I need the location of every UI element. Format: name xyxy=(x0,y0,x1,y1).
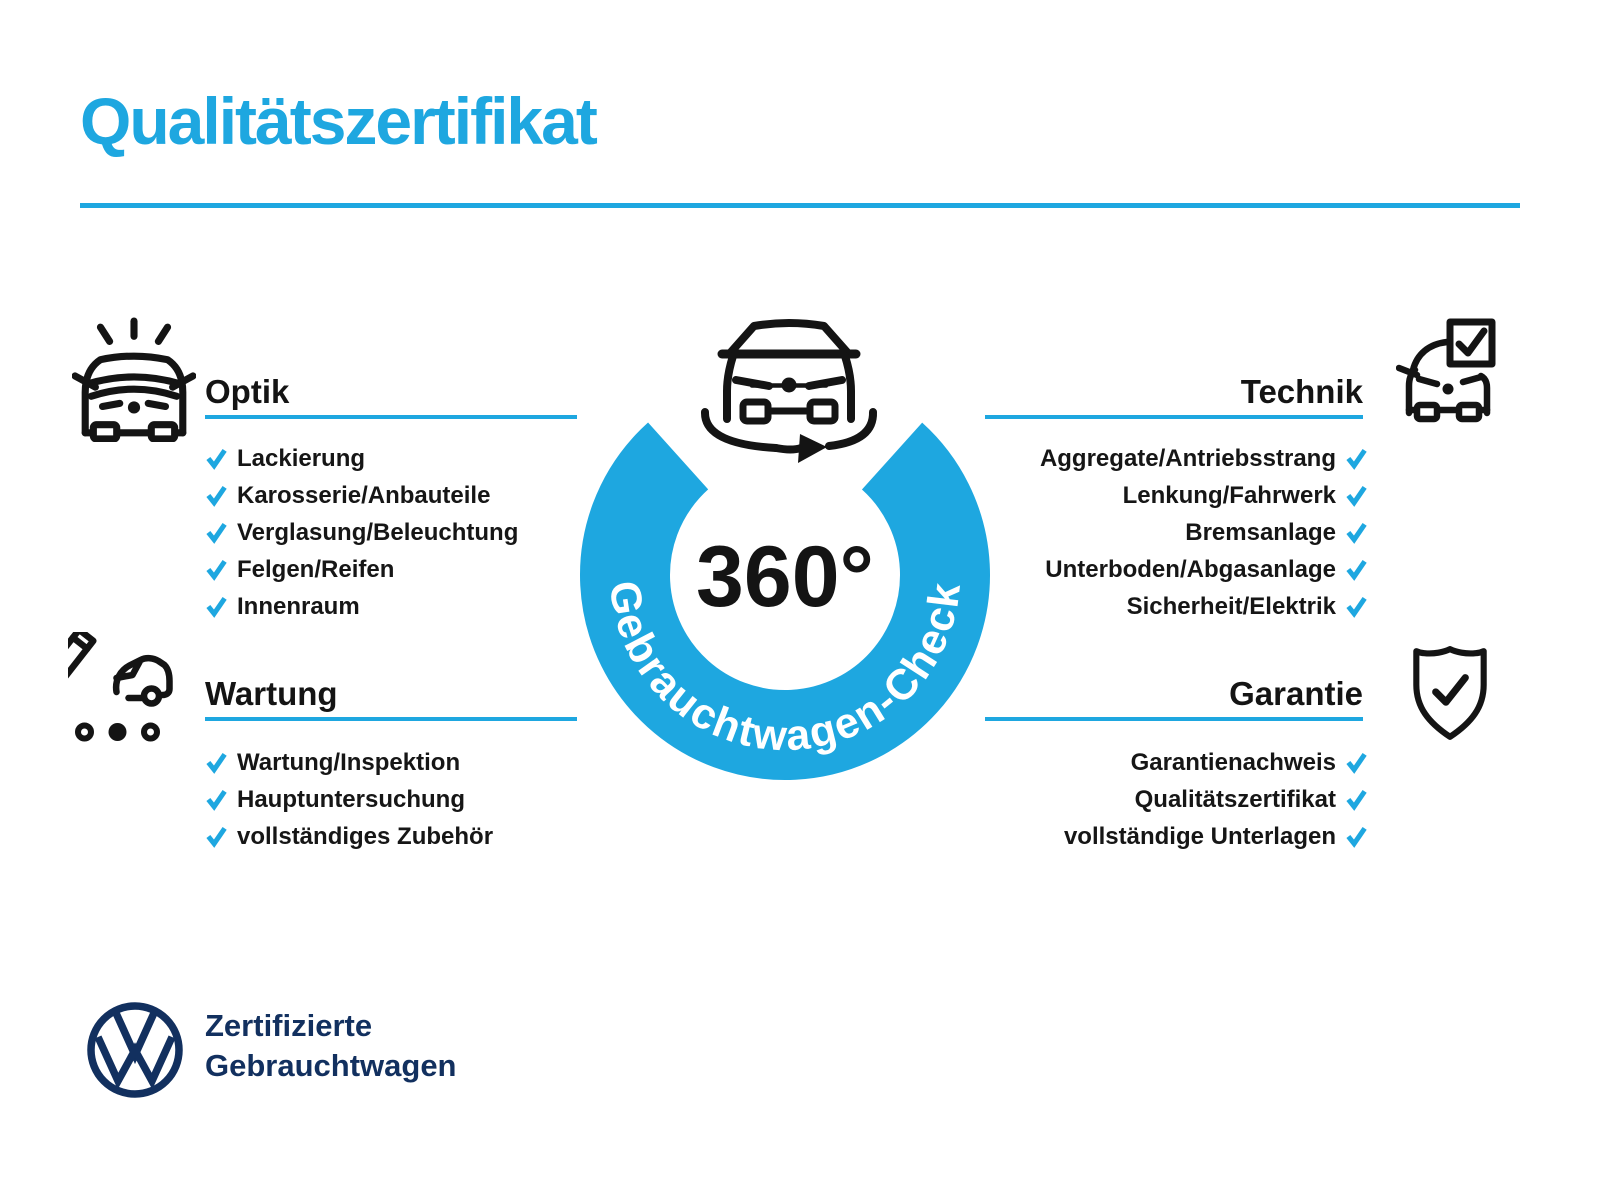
check-icon xyxy=(205,447,228,470)
check-icon xyxy=(205,825,228,848)
check-item xyxy=(205,440,585,477)
section-title-wartung: Wartung xyxy=(205,675,338,712)
check-icon xyxy=(1345,595,1368,618)
check-item xyxy=(205,514,585,551)
check-item xyxy=(980,477,1368,514)
check-item-label: Verglasung/Beleuchtung xyxy=(237,518,519,546)
dot xyxy=(109,723,127,741)
check-icon xyxy=(1345,447,1368,470)
footer-claim-line2: Gebrauchtwagen xyxy=(205,1048,457,1083)
check-icon xyxy=(205,484,228,507)
vw-logo xyxy=(85,1000,185,1100)
shiny-car-icon xyxy=(72,316,196,442)
check-item-label: Innenraum xyxy=(237,592,360,620)
check-icon xyxy=(1345,521,1368,544)
check-item xyxy=(980,551,1368,588)
ring-label: Gebrauchtwagen-Check xyxy=(599,577,971,761)
check-icon xyxy=(205,751,228,774)
section-underline-optik xyxy=(205,415,577,419)
check-item xyxy=(980,588,1368,625)
check-icon xyxy=(1345,751,1368,774)
check-item-label: vollständige Unterlagen xyxy=(1063,822,1336,850)
check-item-label: Sicherheit/Elektrik xyxy=(1126,592,1336,620)
check-item xyxy=(980,818,1368,855)
garantie-checklist xyxy=(980,744,1368,855)
check-item xyxy=(205,588,585,625)
check-item-label: Felgen/Reifen xyxy=(237,555,395,583)
car-rotation-icon xyxy=(705,323,873,463)
check-item xyxy=(205,744,585,781)
degrees-label: 360° xyxy=(696,529,874,625)
check-item xyxy=(205,781,585,818)
header-divider xyxy=(80,203,1520,208)
check-icon xyxy=(205,558,228,581)
check-item-label: Qualitätszertifikat xyxy=(1134,785,1336,813)
check-icon xyxy=(1345,825,1368,848)
check-item xyxy=(980,514,1368,551)
check-item xyxy=(980,440,1368,477)
check-item xyxy=(205,818,585,855)
section-title-technik: Technik xyxy=(1240,373,1363,410)
pencil-car-icon xyxy=(68,632,174,744)
vw-emblem-dot xyxy=(128,401,140,413)
footer-claim-line1: Zertifizierte xyxy=(205,1008,373,1043)
check-item-label: Hauptuntersuchung xyxy=(237,785,465,813)
check-icon xyxy=(1345,558,1368,581)
check-item xyxy=(980,744,1368,781)
check-item-label: Aggregate/Antriebsstrang xyxy=(1039,444,1336,472)
wartung-checklist xyxy=(205,744,585,855)
check-item-label: Bremsanlage xyxy=(1185,518,1336,546)
page-title: Qualitätszertifikat xyxy=(80,84,596,158)
optik-checklist xyxy=(205,440,585,625)
check-icon xyxy=(205,521,228,544)
section-underline-garantie xyxy=(985,717,1363,721)
check-item-label: Unterboden/Abgasanlage xyxy=(1045,555,1336,583)
check-item-label: Lackierung xyxy=(237,444,366,472)
check-icon xyxy=(1345,788,1368,811)
check-item-label: Lenkung/Fahrwerk xyxy=(1122,481,1336,509)
check-item xyxy=(980,781,1368,818)
vw-emblem-dot xyxy=(1443,384,1454,395)
check-item-label: Garantienachweis xyxy=(1130,748,1336,776)
check-item-label: Wartung/Inspektion xyxy=(237,748,461,776)
car-checklist-icon xyxy=(1396,318,1498,426)
check-icon xyxy=(205,788,228,811)
section-title-garantie: Garantie xyxy=(1229,675,1363,712)
360-badge xyxy=(555,295,1015,800)
check-item-label: vollständiges Zubehör xyxy=(237,822,494,850)
check-icon xyxy=(205,595,228,618)
check-item xyxy=(205,551,585,588)
technik-checklist xyxy=(980,440,1368,625)
section-underline-wartung xyxy=(205,717,577,721)
footer-claim xyxy=(205,1006,457,1086)
check-item-label: Karosserie/Anbauteile xyxy=(237,481,491,509)
shield-check-icon xyxy=(1408,644,1492,744)
section-title-optik: Optik xyxy=(205,373,290,410)
check-item xyxy=(205,477,585,514)
section-underline-technik xyxy=(985,415,1363,419)
check-icon xyxy=(1345,484,1368,507)
